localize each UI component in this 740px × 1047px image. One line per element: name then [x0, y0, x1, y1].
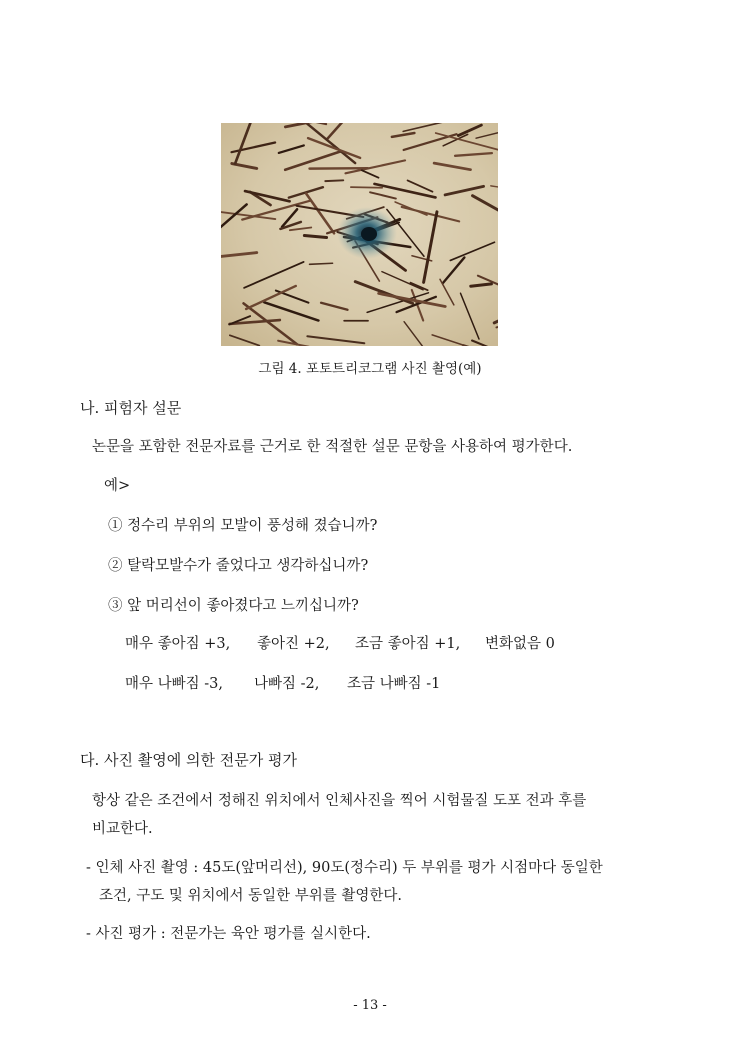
- section-heading-photo-eval: 다. 사진 촬영에 의한 전문가 평가: [80, 751, 297, 769]
- survey-question-3: ③ 앞 머리선이 좋아졌다고 느끼십니까?: [108, 598, 359, 614]
- rating-bad: 나빠짐 -2,: [254, 676, 320, 692]
- trichogram-photo: [221, 123, 498, 346]
- hair-strand: [304, 235, 326, 237]
- rating-very-good: 매우 좋아짐 +3,: [125, 636, 231, 652]
- rating-scale-positive: [0, 632, 740, 652]
- bullet-photo-capture-line2: 조건, 구도 및 위치에서 동일한 부위를 촬영한다.: [99, 888, 403, 904]
- photo-eval-paragraph-line1: 항상 같은 조건에서 정해진 위치에서 인체사진을 찍어 시험물질 도포 전과 후를: [92, 793, 587, 809]
- rating-good: 좋아진 +2,: [257, 636, 330, 652]
- survey-question-2: ② 탈락모발수가 줄었다고 생각하십니까?: [108, 558, 369, 574]
- rating-very-bad: 매우 나빠짐 -3,: [125, 676, 223, 692]
- photo-eval-paragraph-line2: 비교한다.: [92, 821, 153, 837]
- survey-question-1: ① 정수리 부위의 모발이 풍성해 졌습니까?: [108, 518, 378, 534]
- rating-scale-negative: [0, 672, 740, 692]
- section-heading-survey: 나. 피험자 설문: [80, 399, 182, 417]
- example-label: 예>: [104, 478, 131, 494]
- survey-intro: 논문을 포함한 전문자료를 근거로 한 적절한 설문 문항을 사용하여 평가한다.: [92, 439, 573, 455]
- hair-strand: [310, 263, 333, 264]
- bullet-photo-evaluation: - 사진 평가 : 전문가는 육안 평가를 실시한다.: [86, 926, 371, 942]
- bullet-photo-capture-line1: - 인체 사진 촬영 : 45도(앞머리선), 90도(정수리) 두 부위를 평가 시점마다 동일한: [86, 860, 603, 876]
- hair-strand: [351, 187, 382, 188]
- page-number: - 13 -: [353, 998, 387, 1013]
- figure-caption: 그림 4. 포토트리코그램 사진 촬영(예): [258, 361, 482, 377]
- rating-no-change: 변화없음 0: [485, 636, 555, 652]
- rating-slightly-bad: 조금 나빠짐 -1: [347, 676, 441, 692]
- hair-strand: [325, 180, 343, 181]
- rating-slightly-good: 조금 좋아짐 +1,: [355, 636, 461, 652]
